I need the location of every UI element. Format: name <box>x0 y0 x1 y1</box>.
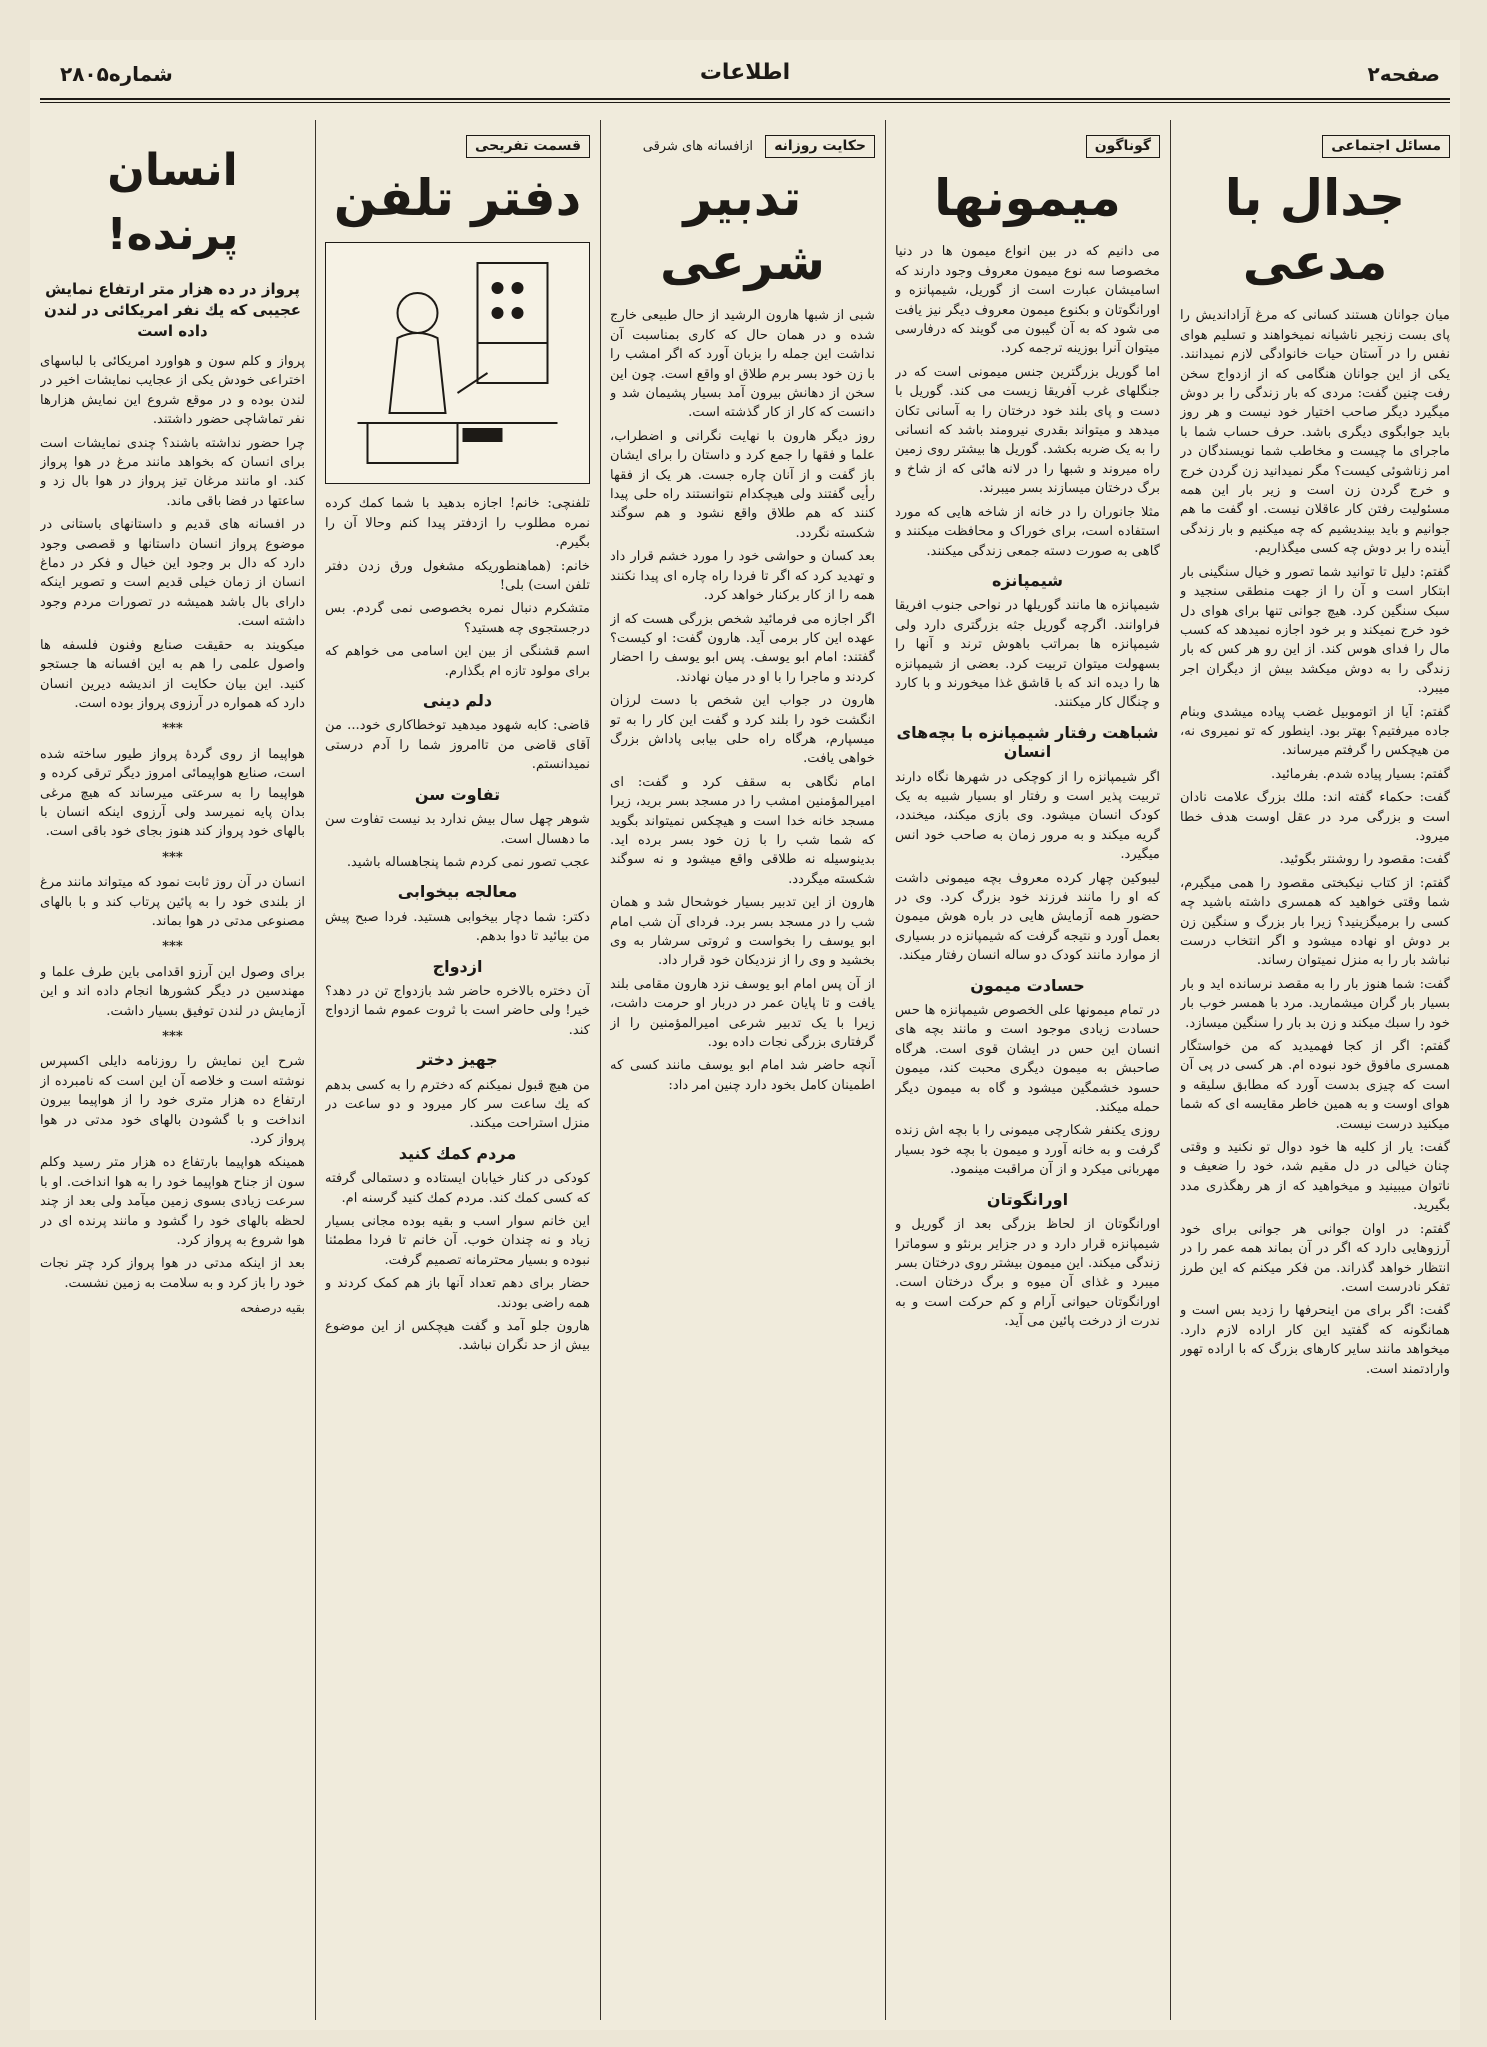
paragraph: من هیچ قبول نمیکنم که دخترم را به کسی بدهم که یك ساعت سر کار میرود و دو ساعت در منزل استراحت میکند. <box>325 1077 590 1132</box>
section-label: قسمت تفریحی <box>466 135 590 158</box>
paragraph: گفتم: اگر از کجا فهمیدید که من خواستگار همسری مافوق خود نبوده ام. هر کسی در پی آن است که چیزی بدست آورد که مطابق سلیقه و هوای اوست و به همین خاطر مقایسه ای که شما میکنید درست نیست. <box>1180 1039 1450 1132</box>
article-title: انسان پرنده! <box>106 145 239 260</box>
article-title: میمونها <box>934 169 1121 228</box>
subheading: مردم کمك کنید <box>398 1143 517 1163</box>
section-separator: *** <box>162 849 183 865</box>
paragraph: پرواز و کلم سون و هواورد امریکائی با لباسهای اختراعی خودش یکی از عجایب نمایشات اخیر در لندن بوده و در موقع شروع این نمایش هزارها نفر تماشاچی حضور داشتند. <box>40 354 305 428</box>
paragraph: اورانگوتان از لحاظ بزرگی بعد از گوریل و شیمپانزه قرار دارد و در جزایر برنئو و سوماترا زندگی میکند. این میمون بیشتر روی درختان بسر میبرد و غذای آن میوه و برگ درختان است. اورانگوتان حیوانی آرام و کم حرکت است و به ندرت از درخت پائین می آید. <box>895 1217 1160 1330</box>
paragraph: کودکی در کنار خیابان ایستاده و دستمالی گرفته که کسی کمك کند. مردم کمك کنید گرسنه ام. <box>325 1171 590 1206</box>
section-sublabel: ازافسانه های شرقی <box>642 139 753 154</box>
section-separator: *** <box>162 1029 183 1044</box>
article-deck: پرواز در ده هزار متر ارتفاع نمایش عجیبی که یك نفر امریکائی در لندن داده است <box>43 280 302 340</box>
paragraph: روز دیگر هارون با نهایت نگرانی و اضطراب، علما و فقها را جمع کرد و داستان را برای ایشان باز گفت و از آنان چاره جست. هر یک از فقها رأیی گفتند ولی هیچکدام نتوانستند راه حلی پیدا کنند که هم طلاق واقع نشود و هم سوگند شکسته نگردد. <box>610 428 875 541</box>
paragraph: گفت: یار از کلیه ها خود دوال تو نکنید و وقتی چنان خیالی در دل مقیم شد، خود را ضعیف و ناتوان میبینید و میخواهید که از هر رهگذری مدد بگیرید. <box>1180 1140 1450 1214</box>
telephone-cartoon-icon <box>326 243 589 483</box>
paragraph: اگر اجازه می فرمائید شخص بزرگی هست که از عهده این کار برمی آید. هارون گفت: او کیست؟ گفتند: امام ابو یوسف. پس ابو یوسف را احضار کردند و ماجرا را با او در میان نهادند. <box>610 611 875 685</box>
section-label: حکایت روزانه <box>765 135 875 158</box>
paragraph: هواپیما از روی گردهٔ پرواز طیور ساخته شده است، صنایع هواپیمائی امروز دیگر ترقی کرده و هواپیما را به سرعتی میرساند که هیچ مرغی بدان پایه نمیرسد ولی آرزوی اینکه انسان با بالهای خود پرواز کند هنوز بجای خود باقی است. <box>40 746 305 840</box>
paragraph: شیمپانزه ها مانند گوریلها در نواحی جنوب افریقا فراوانند. اگرچه گوریل جثه بزرگتری دارد ولی شیمپانزه ها بمراتب باهوش ترند و آنها را بسهولت میتوان تربیت کرد. بعضی از شیمپانزه ها را دیده اند که با قاشق غذا میخورند و با کارد و چنگال کار میکنند. <box>895 598 1160 711</box>
subheading: شیمپانزه <box>992 570 1063 590</box>
article-social-debate <box>1180 135 1450 2025</box>
paragraph: انسان در آن روز ثابت نمود که میتواند مانند مرغ از بلندی خود را به پائین پرتاب کند و با بالهای مصنوعی مدتی در هوا بماند. <box>40 875 305 929</box>
paragraph: حضار برای دهم تعداد آنها باز هم کمک کردند و همه راضی بودند. <box>325 1276 590 1311</box>
section-separator: *** <box>162 721 183 737</box>
paragraph: این خانم سوار اسب و بقیه بوده مجانی بسیار زیاد و نه چندان خوب. آن خانم تا فردا مطمئنا نبوده و بسیار محترمانه تصمیم گرفت. <box>325 1214 590 1268</box>
paragraph: اسم قشنگی از بین این اسامی می خواهم که برای مولود تازه ام بگذارم. <box>325 644 590 679</box>
subheading: شباهت رفتار شیمپانزه با بچه‌های انسان <box>896 722 1159 762</box>
paragraph: متشکرم دنبال نمره بخصوصی نمی گردم. بس درجستجوی چه هستید؟ <box>325 601 590 636</box>
paper-name: اطلاعات <box>699 60 791 85</box>
article-title: جدال با مدعی <box>1224 169 1406 292</box>
paragraph: در افسانه های قدیم و داستانهای باستانی در موضوع پرواز انسان داستانها و قصصی وجود دارد که دال بر وجود این خیال و فکر در دماغ انسان از زمان خیلی قدیم است و تصویر اینکه دارای بال باشد همیشه در تصورات مردم وجود داشته است. <box>40 517 305 630</box>
newspaper-page <box>30 40 1460 2030</box>
paragraph: گفت: اگر برای من اینحرفها را زدید بس است و همانگونه که گفتید این کار اراده لازم دارد. میخواهد مانند سایر کارهای بزرگ که با اراده تهور وارادتمند است. <box>1180 1303 1450 1377</box>
header-rule-thin <box>40 102 1450 103</box>
paragraph: گفت: حکماء گفته اند: ملك بزرگ علامت نادان است و بزرگی مرد در عقل اوست هدف خطا میرود. <box>1180 790 1450 844</box>
paragraph: عجب تصور نمی کردم شما پنجاهساله باشید. <box>346 854 590 870</box>
subheading: معالجه بیخوابی <box>397 882 518 902</box>
paragraph: از آن پس امام ابو یوسف نزد هارون مقامی بلند یافت و تا پایان عمر در دربار او حرمت داشت، زیرا با یک تدبیر شرعی امیرالمؤمنین را از گرفتاری بزرگی نجات داده بود. <box>610 976 875 1051</box>
subheading: اورانگوتان <box>986 1189 1069 1209</box>
paragraph: میکویند به حقیقت صنایع وفنون فلسفه ها واصول علمی را هم به این افسانه ها جستجو کنید. این بیان حکایت از اندیشه دیرین انسان دارد که همواره در آرزوی پرواز بوده است. <box>40 637 305 711</box>
paragraph: هارون از این تدبیر بسیار خوشحال شد و همان شب را در مسجد بسر برد. فردای آن شب امام ابو یوسف را بخواست و ثروتی سرشار به وی بخشید و وی را از نزدیکان خود قرار داد. <box>610 895 875 969</box>
cartoon-illustration <box>325 242 590 484</box>
paragraph: مثلا جانوران را در خانه از شاخه هایی که مورد استفاده است، برای خوراک و محافظت میکنند و گاهی به صورت دسته جمعی زندگی میکنند. <box>895 504 1160 559</box>
column-divider <box>315 120 316 2020</box>
paragraph: خانم: (هماهنطوریکه مشغول ورق زدن دفتر تلفن است) بلی! <box>325 558 590 594</box>
paragraph: گفتم: دلیل تا توانید شما تصور و خیال سنگینی بار ابتکار است و آن را از جهت منطقی سنجید و سبک سنگین کرد. هیچ جوانی تنها برای هوای دل خود خرج نمیکند و بر خود اجازه نمیدهد که کسب مال را فدای هوس کند. از این رو هر کس که بار زندگی را به دوش میکشد بیش از دیگران اجر میبرد. <box>1180 564 1450 697</box>
paragraph: گفتم: در اوان جوانی هر جوانی برای خود آرزوهایی دارد که اگر در آن بماند همه عمر را در انتظار خواهد گذراند. من فکر میکنم که این طرز تفکر نادرست است. <box>1180 1221 1450 1295</box>
paragraph: شوهر چهل سال بیش ندارد بد نیست تفاوت سن ما دهسال است. <box>325 812 590 847</box>
paragraph: لیبوکین چهار کرده معروف بچه میمونی داشت که او را مانند فرزند خود بزرگ کرد. وی در حضور همه آزمایش هایی در باره هوش میمون بعمل آورد و نتیجه گرفت که شیمپانزه در بسیاری از موارد مانند کودک دو ساله انسان رفتار میکند. <box>895 870 1160 964</box>
paragraph: آن دختره بالاخره حاضر شد بازدواج تن در دهد؟ خیر! ولی حاضر است با ثروت عموم شما ازدواج کند. <box>325 983 590 1038</box>
page-header <box>30 58 1460 94</box>
issue-number: شماره۲۸۰۵ <box>60 62 173 86</box>
paragraph: برای وصول این آرزو اقدامی باین طرف علما و مهندسین در دیگر کشورها انجام داده اند و این آزمایش در لندن توفیق بسیار داشت. <box>40 964 305 1019</box>
paragraph: امام نگاهی به سقف کرد و گفت: ای امیرالمؤمنین امشب را در مسجد بسر برید، زیرا مسجد خانه خدا است و هیچکس نمیتواند بگوید که شما شب را با زن خود بسر برده اید. بدینوسیله نه طلاقی واقع میشود و نه سوگند شکسته میگردد. <box>610 774 875 887</box>
header-rule <box>40 98 1450 100</box>
continued-note: بقیه درصفحه <box>240 1301 305 1316</box>
article-monkeys <box>895 135 1160 2025</box>
article-human-bird <box>40 135 305 2025</box>
section-separator: *** <box>162 939 183 955</box>
paragraph: شبی از شبها هارون الرشید از حال طبیعی خارج شده و در همان حال که کاری بمناسبت آن نداشت این جمله را بزبان آورد که اگر امشب را با زن خود بسر برم طلاق او واقع است. چون این سخن از دهانش بیرون آمد بسیار پشیمان شد و دانست که کار از کار گذشته است. <box>610 308 875 421</box>
paragraph: هارون در جواب این شخص با دست لرزان انگشت خود را بلند کرد و گفت این کار را به تو میسپارم، هرگاه راه حلی بیابی پاداش بزرگ خواهی یافت. <box>610 693 875 767</box>
paragraph: همینکه هواپیما بارتفاع ده هزار متر رسید وکلم سون از جناح هواپیما خود را به هوا انداخت. او با سرعت زیادی بسوی زمین میآمد ولی بعد از چند لحظه بالهای خود را گشود و مانند پرنده ای در هوا شروع به پرواز کرد. <box>40 1155 305 1249</box>
subheading: دلم دینی <box>422 691 493 711</box>
paragraph: اگر شیمپانزه را از کوچکی در شهرها نگاه دارند تربیت پذیر است و رفتار او بسیار شبیه به یک کودک انسان میشود. وی بازی میکند، میخندد، گریه میکند و به مرور زمان به صاحب خود انس میگیرد. <box>895 769 1160 863</box>
paragraph: گفتم: آیا از اتوموبیل غضب پیاده میشدی وبنام جاده میرفتیم؟ بهتر بود. اینطور که تو نمیروی نه، من هیچکس را گرفتم میرساند. <box>1180 704 1450 759</box>
page-number: صفحه۲ <box>1367 62 1440 86</box>
article-title: تدبیر شرعی <box>659 169 825 292</box>
column-divider <box>885 120 886 2020</box>
paragraph: بعد کسان و حواشی خود را مورد خشم قرار داد و تهدید کرد که اگر تا فردا راه چاره ای پیدا نکنند همه را از کار برکنار خواهد کرد. <box>610 549 875 604</box>
paragraph: چرا حضور نداشته باشند؟ چندی نمایشات است برای انسان که بخواهد مانند مرغ در هوا پرواز کند. او مانند مرغان تیز پرواز در هوا بال زد و ساعتها در فضا باقی ماند. <box>40 435 305 509</box>
paragraph: گفتم: بسیار پیاده شدم. بفرمائید. <box>1271 766 1450 782</box>
paragraph: در تمام میمونها علی الخصوص شیمپانزه ها حس حسادت زیادی موجود است و مانند بچه های انسان این حس در ایشان قوی است. هرگاه صاحبش به میمون دیگری محبت کند، میمون حسود خشمگین میشود و گاه به میمون دیگر حمله میکند. <box>895 1003 1160 1116</box>
article-phone-book <box>325 135 590 2025</box>
paragraph: بعد از اینکه مدتی در هوا پرواز کرد چتر نجات خود را باز کرد و به سلامت به زمین نشست. <box>40 1256 305 1291</box>
paragraph: میان جوانان هستند کسانی که مرغ آزاداندیش را پای بست زنجیر ناشیانه نمیخواهند و تسلیم هوای نفس را در آستان حیات خانوادگی لازم نمیدانند. یکی از این جوانان هنگامی که از ازدواج سخن رفت چنین گفت: مردی که بار زندگی را بر دوش میگیرد دیگر صاحب اختیار خود نیست و هر روز باید جوابگوی دیگری باشد. حرف حساب شما با ماجرای ما چیست و مخاطب شما نویسندگان در امر زناشوئی کیست؟ مگر نمیدانید زن گردن خرج و خرج گردن زن است و زیر بار این همه مسئولیت رفتن کار عاقلان نیست. او گفت ما هم جوانیم و باید بیندیشیم که چه میکنیم و بار زندگی آینده را بر دوش چه کسی میگذاریم. <box>1180 308 1450 557</box>
paragraph: شرح این نمایش را روزنامه دایلی اکسپرس نوشته است و خلاصه آن این است که نامبرده از ارتفاع ده هزار متری خود را از هواپیما بیرون انداخت و با گشودن بالهای خود مدتی در هوا پرواز کرد. <box>40 1054 305 1148</box>
paragraph: قاضی: کابه شهود میدهید توخطاکاری خود... من آقای قاضی من تاامروز شما را آدم درستی نمیدانستم. <box>325 718 590 773</box>
article-legal-stratagem <box>610 135 875 2025</box>
subheading: ازدواج <box>432 956 483 976</box>
paragraph: گفت: شما هنوز بار را به مقصد نرسانده اید و بار بسیار بار گران میشمارید. مرد با همسر خوب بار خود را سبك میکند و زن بد بار را سنگین میسازد. <box>1180 976 1450 1031</box>
section-label: گوناگون <box>1086 135 1160 158</box>
paragraph: گفت: مقصود را روشنتر بگوئید. <box>1279 852 1450 868</box>
paragraph: تلفنچی: خانم! اجازه بدهید با شما کمك کرده نمره مطلوب را ازدفتر پیدا کنم وحالا آن را بگیرم. <box>325 496 590 551</box>
subheading: تفاوت سن <box>414 784 501 804</box>
paragraph: دکتر: شما دچار بیخوابی هستید. فردا صبح پیش من بیائید تا دوا بدهم. <box>325 909 590 945</box>
article-title: دفتر تلفن <box>333 169 582 228</box>
paragraph: هارون جلو آمد و گفت هیچکس از این موضوع بیش از حد نگران نباشد. <box>325 1319 590 1354</box>
paragraph: آنچه حاضر شد امام ابو یوسف مانند کسی که اطمینان کامل بخود دارد چنین امر داد: <box>610 1058 875 1093</box>
column-divider <box>600 120 601 2020</box>
subheading: جهیز دختر <box>417 1050 498 1070</box>
subheading: حسادت میمون <box>970 975 1085 995</box>
paragraph: گفتم: از کتاب نیکبختی مقصود را همی میگیرم، شما وقتی خواهید که همسری داشته باشید چه کسی را برمیگزینید؟ زیرا بار بزرگ و سنگین زن بر دوش او نهاده میشود و اگر انتخاب درست نباشد بار را به منزل نمیتوان رساند. <box>1180 875 1450 969</box>
paragraph: می دانیم که در بین انواع میمون ها در دنیا مخصوصا سه نوع میمون معروف وجود دارند که اسامیشان عبارت است از گوریل، شیمپانزه و اورانگوتان و بکنوع میمون معروف دیگر نیز یافت می شود که به آن گیبون می گویند که درفارسی میتوان آنرا بوزینه ترجمه کرد. <box>895 244 1160 357</box>
paragraph: روزی یکنفر شکارچی میمونی را با بچه اش زنده گرفت و به خانه آورد و میمون با بچه خود بسیار مهربانی میکرد و از آن مراقبت مینمود. <box>895 1123 1160 1178</box>
paragraph: اما گوریل بزرگترین جنس میمونی است که در جنگلهای غرب آفریقا زیست می کند. گوریل با دست و پای بلند خود درختان را به آسانی تکان میدهد و میتواند بقدری نیرومند باشد که انسانی را به یک ضربه بکشد. گوریل ها بیشتر روی زمین راه میروند و شبها را در لانه هائی که از شاخ و برگ درختان میسازند بسر میبرند. <box>895 364 1160 497</box>
section-label: مسائل اجتماعی <box>1322 135 1450 158</box>
column-divider <box>1170 120 1171 2020</box>
